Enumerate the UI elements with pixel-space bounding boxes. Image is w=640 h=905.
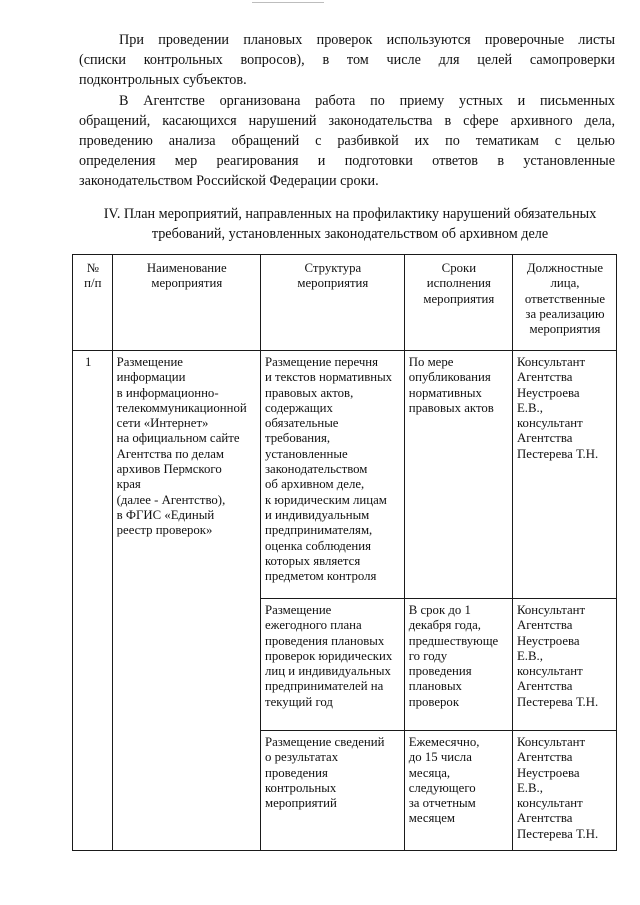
- paragraph-checklists: [79, 30, 615, 90]
- paragraph-line: При проведении плановых проверок используются проверочные листы: [119, 32, 615, 48]
- header-number: № п/п: [73, 255, 113, 351]
- section-heading-line-1: IV. План мероприятий, направленных на профилактику нарушений обязательных: [103, 206, 597, 222]
- header-name: Наименование мероприятия: [112, 255, 260, 351]
- event-responsible: Консультант Агентства Неустроева Е.В., консультант Агентства Пестерева Т.Н.: [512, 599, 616, 731]
- table-row: [73, 351, 617, 599]
- section-heading-line-2: требований, установленных законодательством об архивном деле: [151, 226, 549, 242]
- paragraph-line: проведению анализа обращений с разбивкой их по тематикам с целью: [79, 133, 615, 149]
- header-responsible: Должностные лица, ответственные за реализацию мероприятия: [512, 255, 616, 351]
- prevention-plan-table: [72, 254, 617, 851]
- table-header-row: [73, 255, 617, 351]
- row-number: 1: [73, 351, 113, 851]
- paragraph-appeals: [79, 91, 615, 191]
- event-deadline: В срок до 1 декабря года, предшествующе го году проведения плановых проверок: [404, 599, 512, 731]
- event-structure: Размещение ежегодного плана проведения плановых проверок юридических лиц и индивидуальных предпринимателей на текущий год: [260, 599, 404, 731]
- paragraph-line: подконтрольных субъектов.: [79, 72, 247, 88]
- event-structure: Размещение перечня и текстов нормативных правовых актов, содержащих обязательные требования, установленные законодательством об архивном деле, к юридическим лицам и индивидуальным предпринимателям, оценка соблюдения которых является предметом контроля: [260, 351, 404, 599]
- event-deadline: Ежемесячно, до 15 числа месяца, следующего за отчетным месяцем: [404, 731, 512, 851]
- event-responsible: Консультант Агентства Неустроева Е.В., консультант Агентства Пестерева Т.Н.: [512, 351, 616, 599]
- scan-top-line: [252, 2, 324, 3]
- paragraph-line: законодательством Российской Федерации сроки.: [79, 173, 379, 189]
- event-responsible: Консультант Агентства Неустроева Е.В., консультант Агентства Пестерева Т.Н.: [512, 731, 616, 851]
- paragraph-line: обращений, касающихся нарушений законодательства в сфере архивного дела,: [79, 113, 615, 129]
- header-structure: Структура мероприятия: [260, 255, 404, 351]
- paragraph-line: В Агентстве организована работа по приему устных и письменных: [119, 93, 615, 109]
- paragraph-line: (списки контрольных вопросов), в том числе для целей самопроверки: [79, 52, 615, 68]
- event-deadline: По мере опубликования нормативных правовых актов: [404, 351, 512, 599]
- header-deadline: Сроки исполнения мероприятия: [404, 255, 512, 351]
- section-heading: [70, 204, 630, 244]
- paragraph-line: определения мер реагирования и подготовки ответов в установленные: [79, 153, 615, 169]
- event-name: Размещение информации в информационно- телекоммуникационной сети «Интернет» на официальном сайте Агентства по делам архивов Пермского края (далее - Агентство), в ФГИС «Единый реестр проверок»: [112, 351, 260, 851]
- event-structure: Размещение сведений о результатах проведения контрольных мероприятий: [260, 731, 404, 851]
